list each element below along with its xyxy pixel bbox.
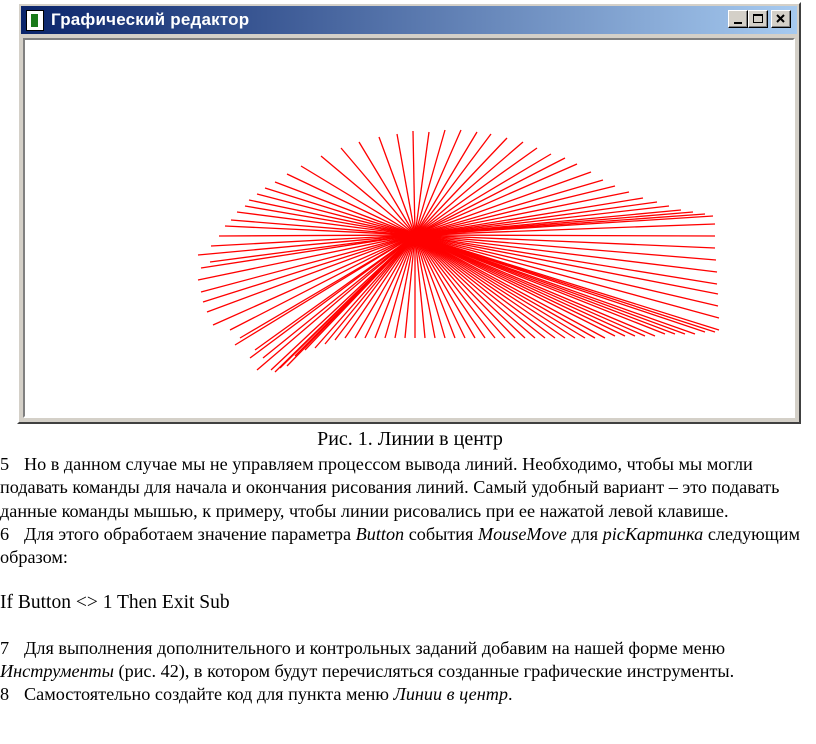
figure-caption: Рис. 1. Линии в центр [317,428,503,450]
close-button[interactable] [771,10,791,28]
minimize-icon [734,22,742,24]
red-line [415,235,715,236]
paragraph-8: 8 Самостоятельно создайте код для пункта меню Линии в центр. [0,684,513,705]
red-line [415,235,555,338]
red-line [198,235,415,280]
red-line [315,235,415,348]
title-bar[interactable] [21,6,797,34]
maximize-button[interactable] [748,10,768,28]
red-line [415,154,551,235]
close-icon [772,11,790,27]
red-line [413,131,415,235]
red-line [237,212,415,235]
paragraph-5: 5 Но в данном случае мы не управляем процессом вывода линий. Необходимо, чтобы мы могли подавать команды для начала и окончания рисования линий. Самый удобный вариант – это подавать данные команды мышью, к примеру, чтобы линии рисовались при ее нажатой левой клавише. [0,454,780,521]
window-title: Графический редактор [51,10,250,29]
minimize-button[interactable] [728,10,748,28]
graphics-editor-window [17,2,801,424]
red-line [265,188,415,235]
paragraph-7: 7 Для выполнения дополнительного и контрольных заданий добавим на нашей форме меню Инструменты (рис. 42), в котором будут перечисляться созданные графические инструменты. [0,637,735,682]
drawing-canvas[interactable] [23,38,795,418]
paragraph-6: 6 Для этого обработаем значение параметра Button события MouseMove для picКартинка следующим образом: [0,523,800,568]
code-line: If Button <> 1 Then Exit Sub [0,592,230,614]
red-line [335,235,415,340]
red-line [263,235,415,358]
lines-drawing [25,40,797,422]
red-line [219,235,415,236]
red-line [275,182,415,235]
maximize-icon [753,14,763,23]
document-body [0,453,812,707]
app-icon[interactable] [25,9,45,31]
red-line [415,148,537,235]
